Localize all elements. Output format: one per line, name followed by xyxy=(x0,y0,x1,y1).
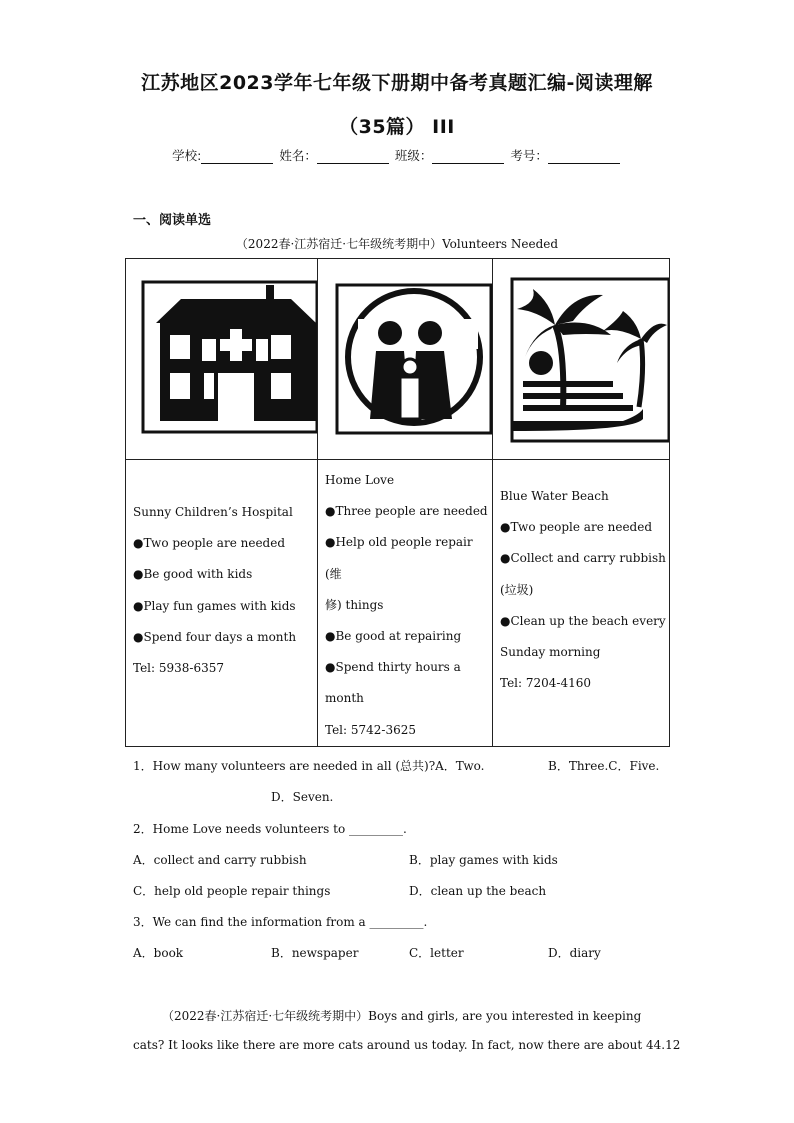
school-label: 学校: xyxy=(172,148,202,163)
ad-hospital-line: ●Spend four days a month xyxy=(133,629,297,644)
hospital-icon xyxy=(126,259,317,455)
passage2-line: （2022春·江苏宿迁·七年级统考期中）Boys and girls, are you interested in keeping xyxy=(162,1009,642,1023)
section-title: 一、阅读单选 xyxy=(133,213,212,228)
name-blank xyxy=(317,150,389,164)
ad-home-love-line: ●Spend thirty hours a xyxy=(325,660,461,675)
ad-beach-line: ●Two people are needed xyxy=(500,520,653,535)
hospital-picture-cell xyxy=(126,259,318,460)
ad-hospital-tel: Tel: 5938-6357 xyxy=(133,661,225,676)
school-blank xyxy=(201,150,273,164)
question-1-option-b[interactable]: B．Three.C．Five. xyxy=(548,759,660,773)
ad-hospital xyxy=(126,460,318,747)
ad-home-love xyxy=(318,460,493,747)
question-3-option-d[interactable]: D．diary xyxy=(548,946,601,960)
page-subtitle: （35篇） III xyxy=(339,116,455,138)
ad-hospital-line: ●Play fun games with kids xyxy=(133,598,296,613)
ad-beach-name: Blue Water Beach xyxy=(500,489,609,503)
question-3-option-b[interactable]: B．newspaper xyxy=(271,946,359,960)
volunteers-table xyxy=(125,258,670,747)
question-2-stem: 2．Home Love needs volunteers to _________. xyxy=(133,822,407,836)
ad-home-love-line: ●Three people are needed xyxy=(325,504,488,519)
ad-home-love-name: Home Love xyxy=(325,473,395,487)
ad-beach-line: ●Collect and carry rubbish xyxy=(500,551,666,566)
class-label: 班级： xyxy=(394,148,433,163)
question-1-option-d[interactable]: D．Seven. xyxy=(271,790,334,804)
question-2-option-c[interactable]: C．help old people repair things xyxy=(133,884,331,898)
ad-home-love-tel: Tel: 5742-3625 xyxy=(325,722,417,737)
passage2-line: cats? It looks like there are more cats around us today. In fact, now there are about 44.12 xyxy=(133,1038,681,1052)
question-3-option-a[interactable]: A．book xyxy=(133,946,184,960)
ad-hospital-line: ●Be good with kids xyxy=(133,567,253,582)
passage1-source: （2022春·江苏宿迁·七年级统考期中）Volunteers Needed xyxy=(235,237,559,251)
family-picture-cell xyxy=(318,259,493,460)
ad-home-love-line: ●Be good at repairing xyxy=(325,629,462,644)
number-blank xyxy=(548,150,620,164)
ad-beach-line: ●Clean up the beach every xyxy=(500,613,666,628)
ad-beach-tel: Tel: 7204-4160 xyxy=(500,676,592,691)
ad-home-love-line: 修) things xyxy=(325,597,384,612)
number-label: 考号： xyxy=(510,148,548,163)
student-info-line xyxy=(0,146,794,164)
question-3-option-c[interactable]: C．letter xyxy=(409,946,464,960)
question-2-option-a[interactable]: A．collect and carry rubbish xyxy=(133,853,307,867)
beach-picture-cell xyxy=(493,259,670,460)
beach-palm-icon xyxy=(493,259,669,455)
question-1-stem: 1．How many volunteers are needed in all (总共)?A．Two. xyxy=(133,759,485,773)
family-icon xyxy=(318,259,492,455)
ad-beach-line: Sunday morning xyxy=(500,645,601,660)
ad-beach xyxy=(493,460,670,747)
page-title: 江苏地区2023学年七年级下册期中备考真题汇编-阅读理解 xyxy=(141,72,653,94)
ad-hospital-line: ●Two people are needed xyxy=(133,536,286,551)
ad-home-love-line: month xyxy=(325,691,364,706)
question-3-stem: 3．We can find the information from a _________. xyxy=(133,915,428,929)
ad-hospital-name: Sunny Children’s Hospital xyxy=(133,505,293,519)
ad-beach-line: (垃圾) xyxy=(500,582,534,597)
question-2-option-b[interactable]: B．play games with kids xyxy=(409,853,558,867)
question-2-option-d[interactable]: D．clean up the beach xyxy=(409,884,547,898)
name-label: 姓名： xyxy=(279,148,317,163)
ad-home-love-line: ●Help old people repair (维 xyxy=(325,535,473,581)
class-blank xyxy=(432,150,504,164)
